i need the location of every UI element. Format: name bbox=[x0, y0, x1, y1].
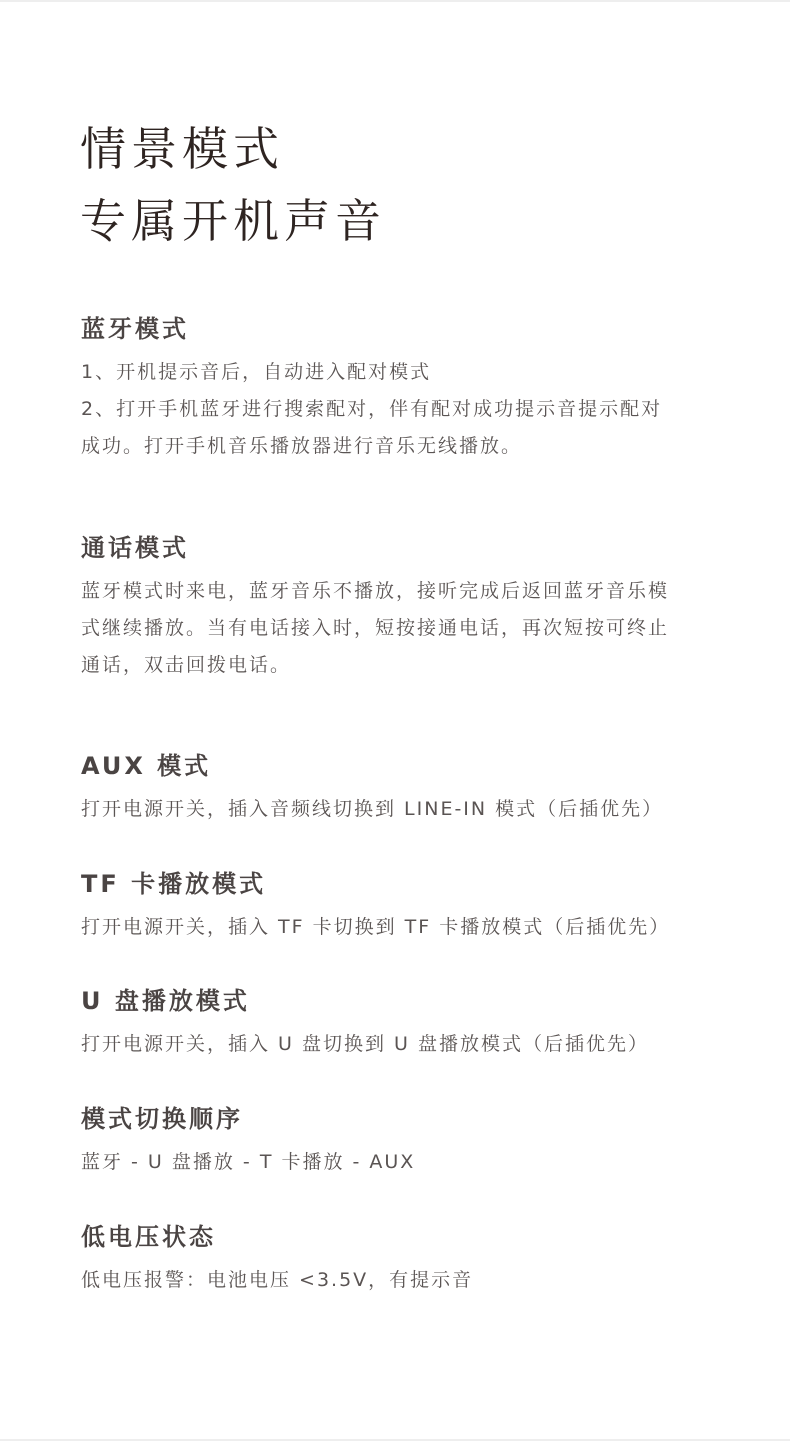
section-mode-switch-order bbox=[81, 1104, 741, 1187]
section-body bbox=[81, 1138, 741, 1187]
section-call-mode bbox=[81, 533, 741, 690]
section-body bbox=[81, 567, 741, 690]
body-line: 低电压报警：电池电压 <3.5V，有提示音 bbox=[81, 1269, 474, 1291]
section-title: U 盘播放模式 bbox=[81, 987, 250, 1015]
section-body bbox=[81, 785, 741, 834]
body-line: 蓝牙 - U 盘播放 - T 卡播放 - AUX bbox=[81, 1151, 416, 1173]
section-body bbox=[81, 903, 741, 952]
section-title: AUX 模式 bbox=[81, 752, 212, 780]
section-title: 蓝牙模式 bbox=[81, 315, 189, 343]
section-title: 通话模式 bbox=[81, 534, 189, 562]
body-line: 打开电源开关，插入 TF 卡切换到 TF 卡播放模式（后插优先） bbox=[81, 916, 671, 938]
section-body bbox=[81, 348, 741, 471]
section-aux-mode bbox=[81, 751, 741, 834]
page-title bbox=[80, 113, 386, 257]
page-title-line-2: 专属开机声音 bbox=[80, 194, 386, 248]
body-line: 式继续播放。当有电话接入时，短按接通电话，再次短按可终止 bbox=[81, 617, 670, 639]
body-line: 蓝牙模式时来电，蓝牙音乐不播放，接听完成后返回蓝牙音乐模 bbox=[81, 580, 670, 602]
section-title: TF 卡播放模式 bbox=[81, 870, 267, 898]
page-title-line-1: 情景模式 bbox=[80, 122, 284, 176]
section-title: 模式切换顺序 bbox=[81, 1105, 243, 1133]
body-line: 打开电源开关，插入音频线切换到 LINE-IN 模式（后插优先） bbox=[81, 798, 664, 820]
body-line: 成功。打开手机音乐播放器进行音乐无线播放。 bbox=[81, 435, 523, 457]
section-title: 低电压状态 bbox=[81, 1223, 216, 1251]
body-line: 1、开机提示音后，自动进入配对模式 bbox=[81, 361, 432, 383]
body-line: 2、打开手机蓝牙进行搜索配对，伴有配对成功提示音提示配对 bbox=[81, 398, 663, 420]
section-tf-card-mode bbox=[81, 869, 741, 952]
body-line: 打开电源开关，插入 U 盘切换到 U 盘播放模式（后插优先） bbox=[81, 1033, 649, 1055]
section-low-voltage bbox=[81, 1222, 741, 1305]
section-body bbox=[81, 1020, 741, 1069]
section-u-disk-mode bbox=[81, 986, 741, 1069]
section-bluetooth-mode bbox=[81, 314, 741, 471]
body-line: 通话，双击回拨电话。 bbox=[81, 654, 292, 676]
section-body bbox=[81, 1256, 741, 1305]
top-divider bbox=[0, 0, 790, 2]
